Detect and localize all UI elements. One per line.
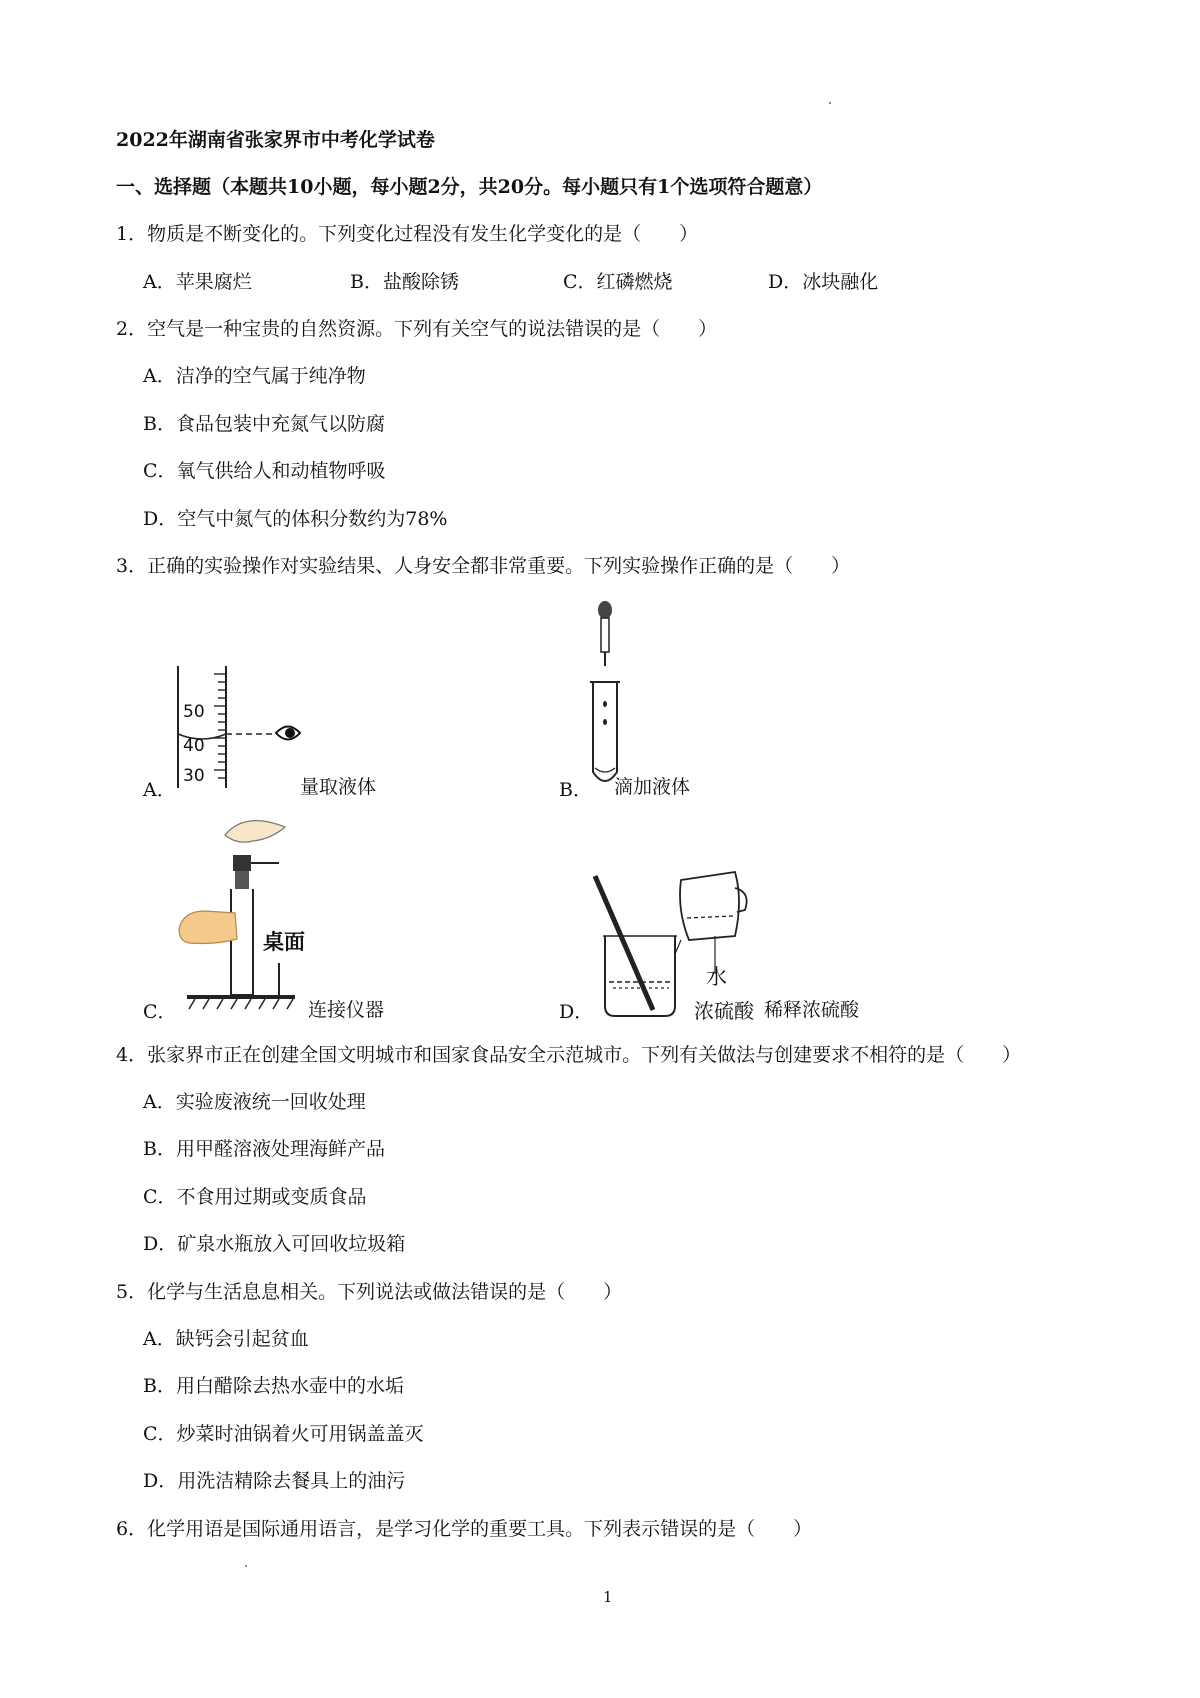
- q2-option-b: B．食品包装中充氮气以防腐: [143, 413, 385, 435]
- dilute-acid-figure: [585, 870, 755, 1020]
- q5-option-a: A．缺钙会引起贫血: [143, 1328, 309, 1350]
- q4-option-a: A．实验废液统一回收处理: [143, 1091, 366, 1113]
- q3-option-d-caption: 稀释浓硫酸: [764, 999, 860, 1021]
- scale-label-30: 30: [183, 766, 205, 786]
- q5-option-c: C．炒菜时油锅着火可用锅盖盖灭: [143, 1423, 424, 1445]
- q1-option-d: D．冰块融化: [768, 271, 879, 293]
- dropper-test-tube-figure: [585, 600, 625, 790]
- table-label: 桌面: [263, 930, 305, 954]
- acid-label: 浓硫酸: [694, 999, 754, 1023]
- water-label: 水: [706, 965, 727, 989]
- eye-icon: [274, 720, 302, 746]
- scan-speck: [245, 1565, 247, 1567]
- q5-option-d: D．用洗洁精除去餐具上的油污: [143, 1470, 406, 1492]
- q3-option-d-letter: D．: [559, 1001, 594, 1023]
- exam-title: 2022年湖南省张家界市中考化学试卷: [116, 129, 435, 151]
- q2-option-d: D．空气中氮气的体积分数约为78%: [143, 508, 448, 530]
- question-6-stem: 6．化学用语是国际通用语言，是学习化学的重要工具。下列表示错误的是（ ）: [116, 1518, 813, 1540]
- scan-speck: [829, 102, 831, 104]
- q2-option-c: C．氧气供给人和动植物呼吸: [143, 460, 386, 482]
- section-heading: 一、选择题（本题共10小题，每小题2分，共20分。每小题只有1个选项符合题意）: [116, 176, 823, 198]
- scale-label-40: 40: [183, 736, 205, 756]
- q4-option-b: B．用甲醛溶液处理海鲜产品: [143, 1138, 385, 1160]
- q3-option-b-caption: 滴加液体: [614, 776, 691, 798]
- page-number: 1: [603, 1588, 613, 1606]
- q4-option-c: C．不食用过期或变质食品: [143, 1186, 367, 1208]
- scale-label-50: 50: [183, 702, 205, 722]
- q1-option-c: C．红磷燃烧: [563, 271, 673, 293]
- q3-option-a-caption: 量取液体: [300, 776, 377, 798]
- q3-option-a-letter: A．: [143, 779, 176, 801]
- question-1-stem: 1．物质是不断变化的。下列变化过程没有发生化学变化的是（ ）: [116, 223, 699, 245]
- q5-option-b: B．用白醋除去热水壶中的水垢: [143, 1375, 404, 1397]
- q4-option-d: D．矿泉水瓶放入可回收垃圾箱: [143, 1233, 406, 1255]
- q3-option-b-letter: B．: [559, 779, 592, 801]
- q1-option-b: B．盐酸除锈: [350, 271, 459, 293]
- q3-option-c-caption: 连接仪器: [308, 999, 385, 1021]
- connect-apparatus-figure: [175, 815, 305, 1015]
- question-5-stem: 5．化学与生活息息相关。下列说法或做法错误的是（ ）: [116, 1281, 623, 1303]
- q1-option-a: A．苹果腐烂: [143, 271, 252, 293]
- q3-option-c-letter: C．: [143, 1001, 177, 1023]
- question-2-stem: 2．空气是一种宝贵的自然资源。下列有关空气的说法错误的是（ ）: [116, 318, 718, 340]
- q2-option-a: A．洁净的空气属于纯净物: [143, 365, 366, 387]
- question-3-stem: 3．正确的实验操作对实验结果、人身安全都非常重要。下列实验操作正确的是（ ）: [116, 555, 851, 577]
- question-4-stem: 4．张家界市正在创建全国文明城市和国家食品安全示范城市。下列有关做法与创建要求不相符的是（ ）: [116, 1044, 1022, 1066]
